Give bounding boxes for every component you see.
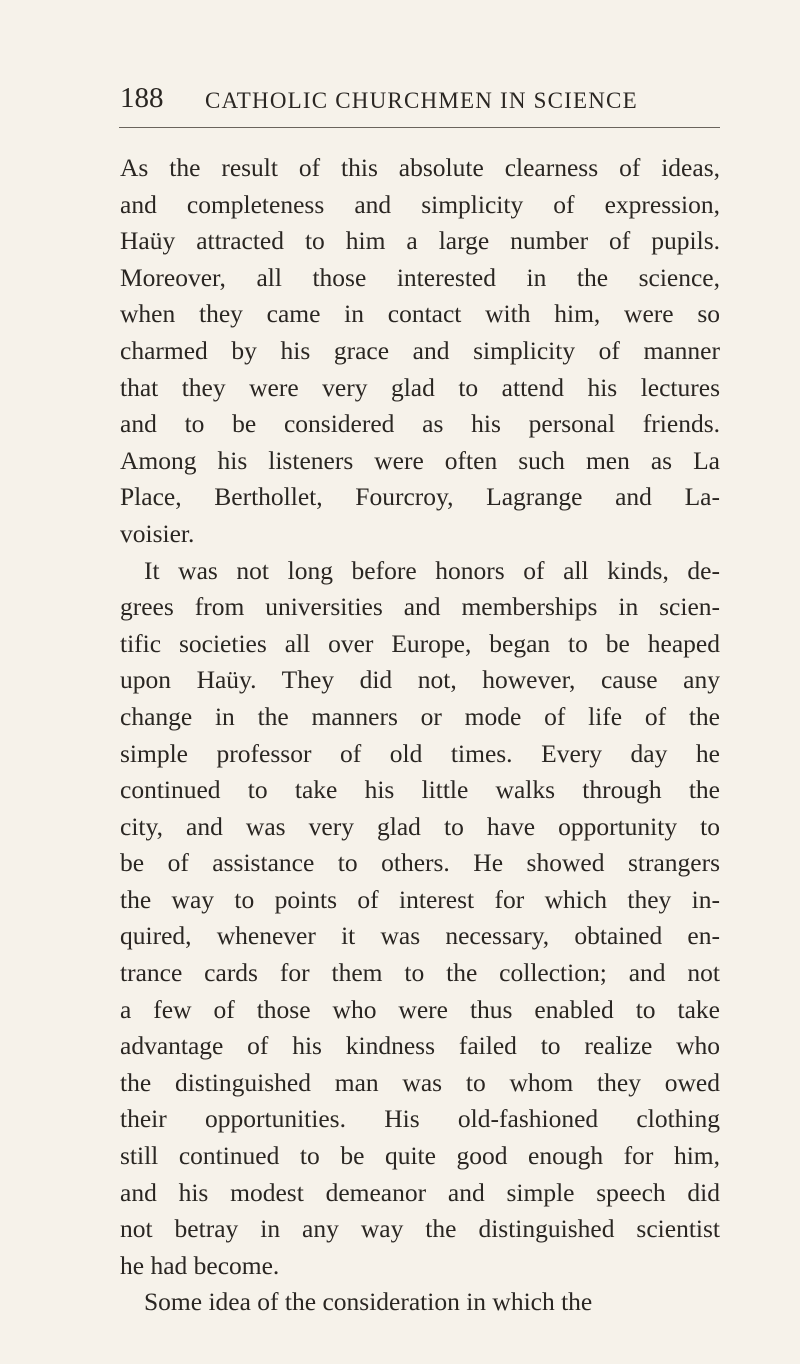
text-line: their opportunities. His old-fashioned clothing <box>120 1104 720 1134</box>
text-line: not betray in any way the distinguished scientist <box>120 1214 720 1244</box>
text-line: city, and was very glad to have opportunity to <box>120 811 720 841</box>
text-line: simple professor of old times. Every day he <box>120 738 720 768</box>
text-line: quired, whenever it was necessary, obtained en- <box>120 921 720 951</box>
text-line: Some idea of the consideration in which the <box>144 1287 593 1317</box>
text-line: Place, Berthollet, Fourcroy, Lagrange and La- <box>120 482 720 512</box>
text-line: and his modest demeanor and simple speech did <box>120 1177 720 1207</box>
text-line: Haüy attracted to him a large number of pupils. <box>120 226 720 256</box>
text-line: he had become. <box>120 1250 280 1280</box>
text-line: continued to take his little walks through the <box>120 775 720 805</box>
running-head <box>120 82 720 122</box>
text-line: that they were very glad to attend his lectures <box>120 372 720 402</box>
text-line: and completeness and simplicity of expression, <box>120 189 720 219</box>
text-line: the way to points of interest for which they in- <box>120 884 720 914</box>
text-line: when they came in contact with him, were so <box>120 299 720 329</box>
text-line: It was not long before honors of all kinds, de- <box>144 555 720 585</box>
header-rule <box>119 127 720 128</box>
text-line: trance cards for them to the collection; and not <box>120 958 720 988</box>
text-line: grees from universities and memberships in scien- <box>120 592 720 622</box>
text-line: still continued to be quite good enough for him, <box>120 1141 720 1171</box>
paragraph-2 <box>120 553 720 1285</box>
page-number: 188 <box>120 82 164 114</box>
text-line: tific societies all over Europe, began to be heaped <box>120 628 720 658</box>
text-line: the distinguished man was to whom they owed <box>120 1067 720 1097</box>
text-line: voisier. <box>120 518 195 548</box>
text-line: advantage of his kindness failed to realize who <box>120 1031 720 1061</box>
paragraph-3 <box>120 1284 720 1321</box>
body-text <box>120 150 720 1321</box>
text-line: Among his listeners were often such men as La <box>120 445 720 475</box>
text-line: be of assistance to others. He showed strangers <box>120 848 720 878</box>
paragraph-1 <box>120 150 720 553</box>
text-line: and to be considered as his personal friends. <box>120 409 720 439</box>
text-line: change in the manners or mode of life of the <box>120 701 720 731</box>
running-title: CATHOLIC CHURCHMEN IN SCIENCE <box>205 88 638 113</box>
text-line: upon Haüy. They did not, however, cause any <box>120 665 720 695</box>
text-line: Moreover, all those interested in the science, <box>120 262 720 292</box>
text-line: As the result of this absolute clearness of ideas, <box>120 153 720 182</box>
text-line: charmed by his grace and simplicity of manner <box>120 335 720 365</box>
text-line: a few of those who were thus enabled to take <box>120 994 720 1024</box>
